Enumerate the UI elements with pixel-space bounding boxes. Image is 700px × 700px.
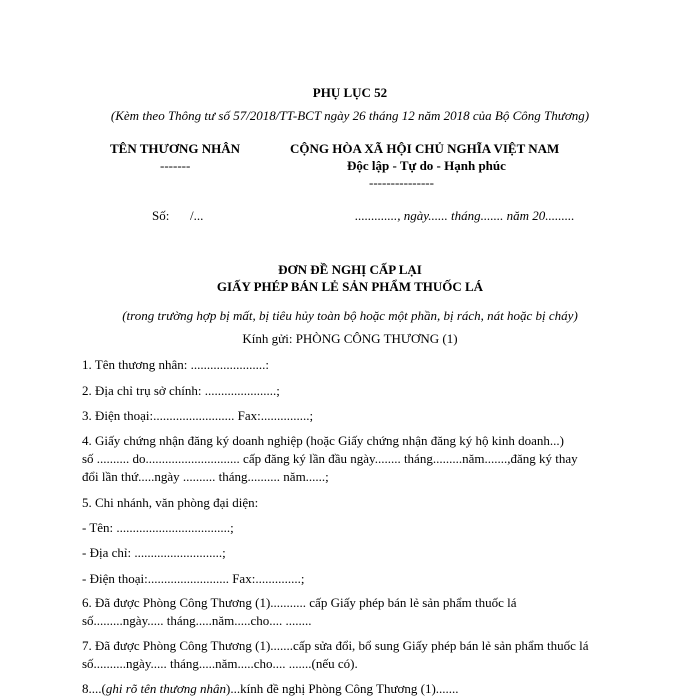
recipient-line: Kính gửi: PHÒNG CÔNG THƯƠNG (1) [242,331,458,346]
form-title-line2: GIẤY PHÉP BÁN LẺ SẢN PHẨM THUỐC LÁ [216,279,484,294]
republic-heading: CỘNG HÒA XÃ HỘI CHỦ NGHĨA VIỆT NAM [290,141,560,156]
item-branch-office: 5. Chi nhánh, văn phòng đại diện: [82,495,259,510]
item-license-amended-line1: 7. Đã được Phòng Công Thương (1).......cấp sửa đổi, bổ sung Giấy phép bán lẻ sản phẩm thuốc lá [82,638,589,653]
merchant-dashes: ------- [160,158,191,173]
item-request-prefix: 8....( [82,681,106,696]
item-request-suffix: )...kính đề nghị Phòng Công Thương (1)....... [226,681,459,696]
item-phone-fax: 3. Điện thoại:......................... Fax:...............; [82,408,314,423]
item-merchant-name: 1. Tên thương nhân: .......................: [82,357,270,372]
item-license-issued-line2: số.........ngày..... tháng.....năm.....cho.... ........ [82,613,312,628]
document-number-value: /... [190,208,204,223]
item-branch-address: - Địa chỉ: ...........................; [82,545,226,560]
form-note: (trong trường hợp bị mất, bị tiêu hủy toàn bộ hoặc một phần, bị rách, nát hoặc bị cháy) [122,308,578,323]
appendix-subtitle: (Kèm theo Thông tư số 57/2018/TT-BCT ngày 26 tháng 12 năm 2018 của Bộ Công Thương) [110,108,590,123]
document-number-label: Số: [152,208,170,223]
item-license-amended-line2: số..........ngày..... tháng.....năm.....cho.... .......(nếu có). [82,656,358,671]
form-title-line1: ĐƠN ĐỀ NGHỊ CẤP LẠI [278,262,422,277]
item-business-registration-line3: đổi lần thứ.....ngày .......... tháng.......... năm......; [82,469,329,484]
item-branch-phone-fax: - Điện thoại:......................... Fax:..............; [82,571,305,586]
motto: Độc lập - Tự do - Hạnh phúc [347,158,506,173]
date-line: ............., ngày...... tháng....... năm 20......... [355,208,575,223]
item-headquarters-address: 2. Địa chỉ trụ sở chính: ......................; [82,383,280,398]
merchant-name-label: TÊN THƯƠNG NHÂN [110,141,241,156]
appendix-title: PHỤ LỤC 52 [312,85,388,100]
item-license-issued-line1: 6. Đã được Phòng Công Thương (1)........... cấp Giấy phép bán lẻ sản phẩm thuốc lá [82,595,517,610]
item-business-registration-line2: số .......... do............................. cấp đăng ký lần đầu ngày........ tháng.........năm.......,đăng ký thay [82,451,578,466]
item-request-merchant-placeholder: ghi rõ tên thương nhân [105,681,227,696]
item-branch-name: - Tên: ...................................; [82,520,234,535]
item-request-line [82,681,459,697]
item-business-registration-line1: 4. Giấy chứng nhận đăng ký doanh nghiệp (hoặc Giấy chứng nhận đăng ký hộ kinh doanh...) [82,433,564,448]
motto-dashes: --------------- [369,175,434,190]
